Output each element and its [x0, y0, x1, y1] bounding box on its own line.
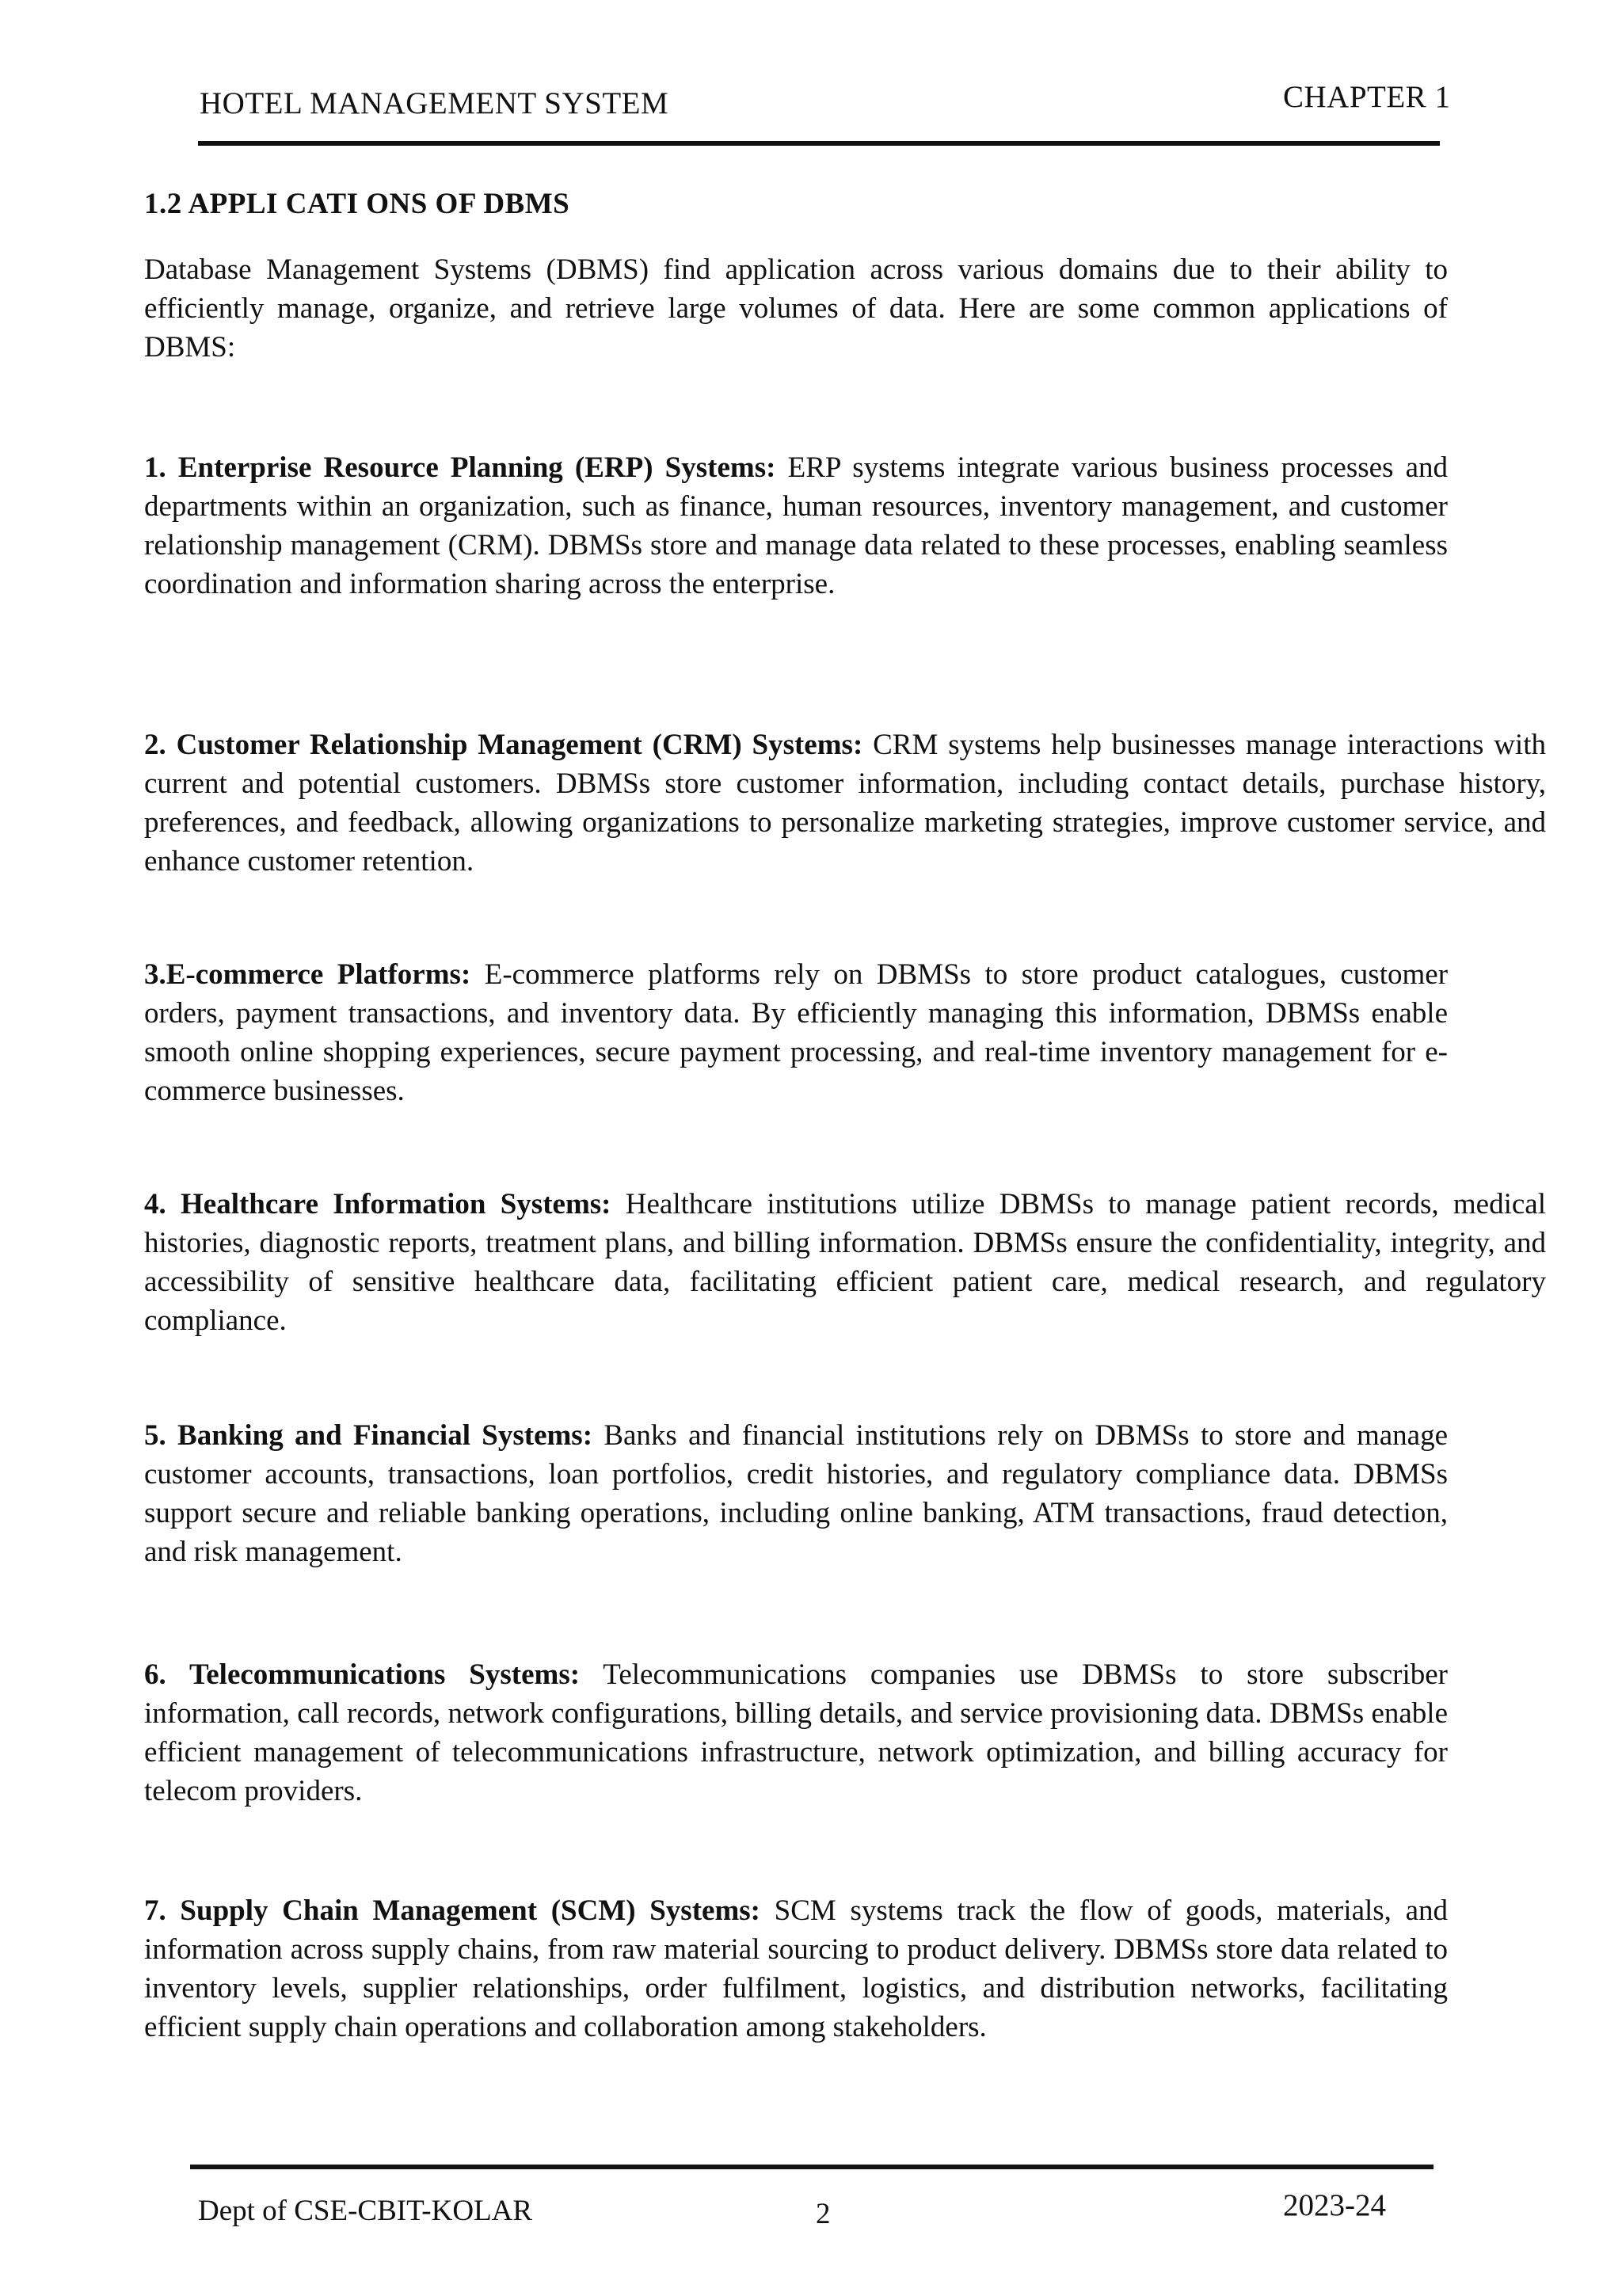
item-heading: 7. Supply Chain Management (SCM) Systems: — [144, 1894, 760, 1927]
footer-rule — [190, 2165, 1434, 2169]
list-item-telecom — [144, 1655, 1448, 1811]
item-heading: 6. Telecommunications Systems: — [144, 1658, 581, 1691]
intro-paragraph: Database Management Systems (DBMS) find application across various domains due to their ability to efficiently manage, organize, and retrieve large volumes of data. Here are some common applications of DBMS: — [144, 253, 1448, 364]
item-body: Healthcare institutions utilize DBMSs to manage patient records, medical histories, diagnostic reports, treatment plans, and billing information. DBMSs ensure the confidentiality, integrity, and accessibility of sensitive healthcare data, facilitating efficient patient care, medical research, and regulatory compliance. — [144, 1188, 1547, 1337]
list-item-banking — [144, 1416, 1448, 1571]
item-body: E-commerce platforms rely on DBMSs to store product catalogues, customer orders, payment transactions, and inventory data. By efficiently managing this information, DBMSs enable smooth online shopping experiences, secure payment processing, and real-time inventory management for e-commerce businesses. — [144, 958, 1449, 1107]
footer-department: Dept of CSE-CBIT-KOLAR — [198, 2195, 533, 2227]
header-rule — [198, 141, 1440, 146]
list-item-crm — [144, 725, 1546, 881]
item-body: Telecommunications companies use DBMSs to store subscriber information, call records, network configurations, billing details, and service provisioning data. DBMSs enable efficient management of telecommunications infrastructure, network optimization, and billing accuracy for telecom providers. — [144, 1658, 1448, 1807]
list-item-healthcare — [144, 1185, 1546, 1340]
list-item-scm — [144, 1891, 1448, 2047]
item-body: CRM systems help businesses manage interactions with current and potential customers. DBMSs store customer information, including contact details, purchase history, preferences, and feedback, allowing organizations to personalize marketing strategies, improve customer service, and enhance customer retention. — [144, 729, 1546, 878]
chapter-label: CHAPTER 1 — [1283, 80, 1451, 114]
list-item-ecommerce — [144, 955, 1448, 1110]
section-heading: 1.2 APPLI CATI ONS OF DBMS — [144, 188, 570, 220]
item-heading: 5. Banking and Financial Systems: — [144, 1419, 593, 1452]
list-item-erp — [144, 448, 1448, 604]
item-heading: 3.E-commerce Platforms: — [144, 958, 471, 991]
header-title: HOTEL MANAGEMENT SYSTEM — [200, 86, 669, 120]
page-number: 2 — [816, 2198, 831, 2230]
item-heading: 2. Customer Relationship Management (CRM) Systems: — [144, 729, 863, 761]
item-heading: 1. Enterprise Resource Planning (ERP) Systems: — [144, 451, 776, 484]
item-body: ERP systems integrate various business processes and departments within an organization, such as finance, human resources, inventory management, and customer relationship management (CRM). DBMSs store and manage data related to these processes, enabling seamless coordination and information sharing across the enterprise. — [144, 451, 1449, 600]
item-body: SCM systems track the flow of goods, materials, and information across supply chains, from raw material sourcing to product delivery. DBMSs store data related to inventory levels, supplier relationships, order fulfilment, logistics, and distribution networks, facilitating efficient supply chain operations and collaboration among stakeholders. — [144, 1894, 1449, 2043]
footer-year: 2023-24 — [1283, 2188, 1386, 2222]
item-body: Banks and financial institutions rely on DBMSs to store and manage customer accounts, transactions, loan portfolios, credit histories, and regulatory compliance data. DBMSs support secure and reliable banking operations, including online banking, ATM transactions, fraud detection, and risk management. — [144, 1419, 1448, 1568]
item-heading: 4. Healthcare Information Systems: — [144, 1188, 611, 1220]
